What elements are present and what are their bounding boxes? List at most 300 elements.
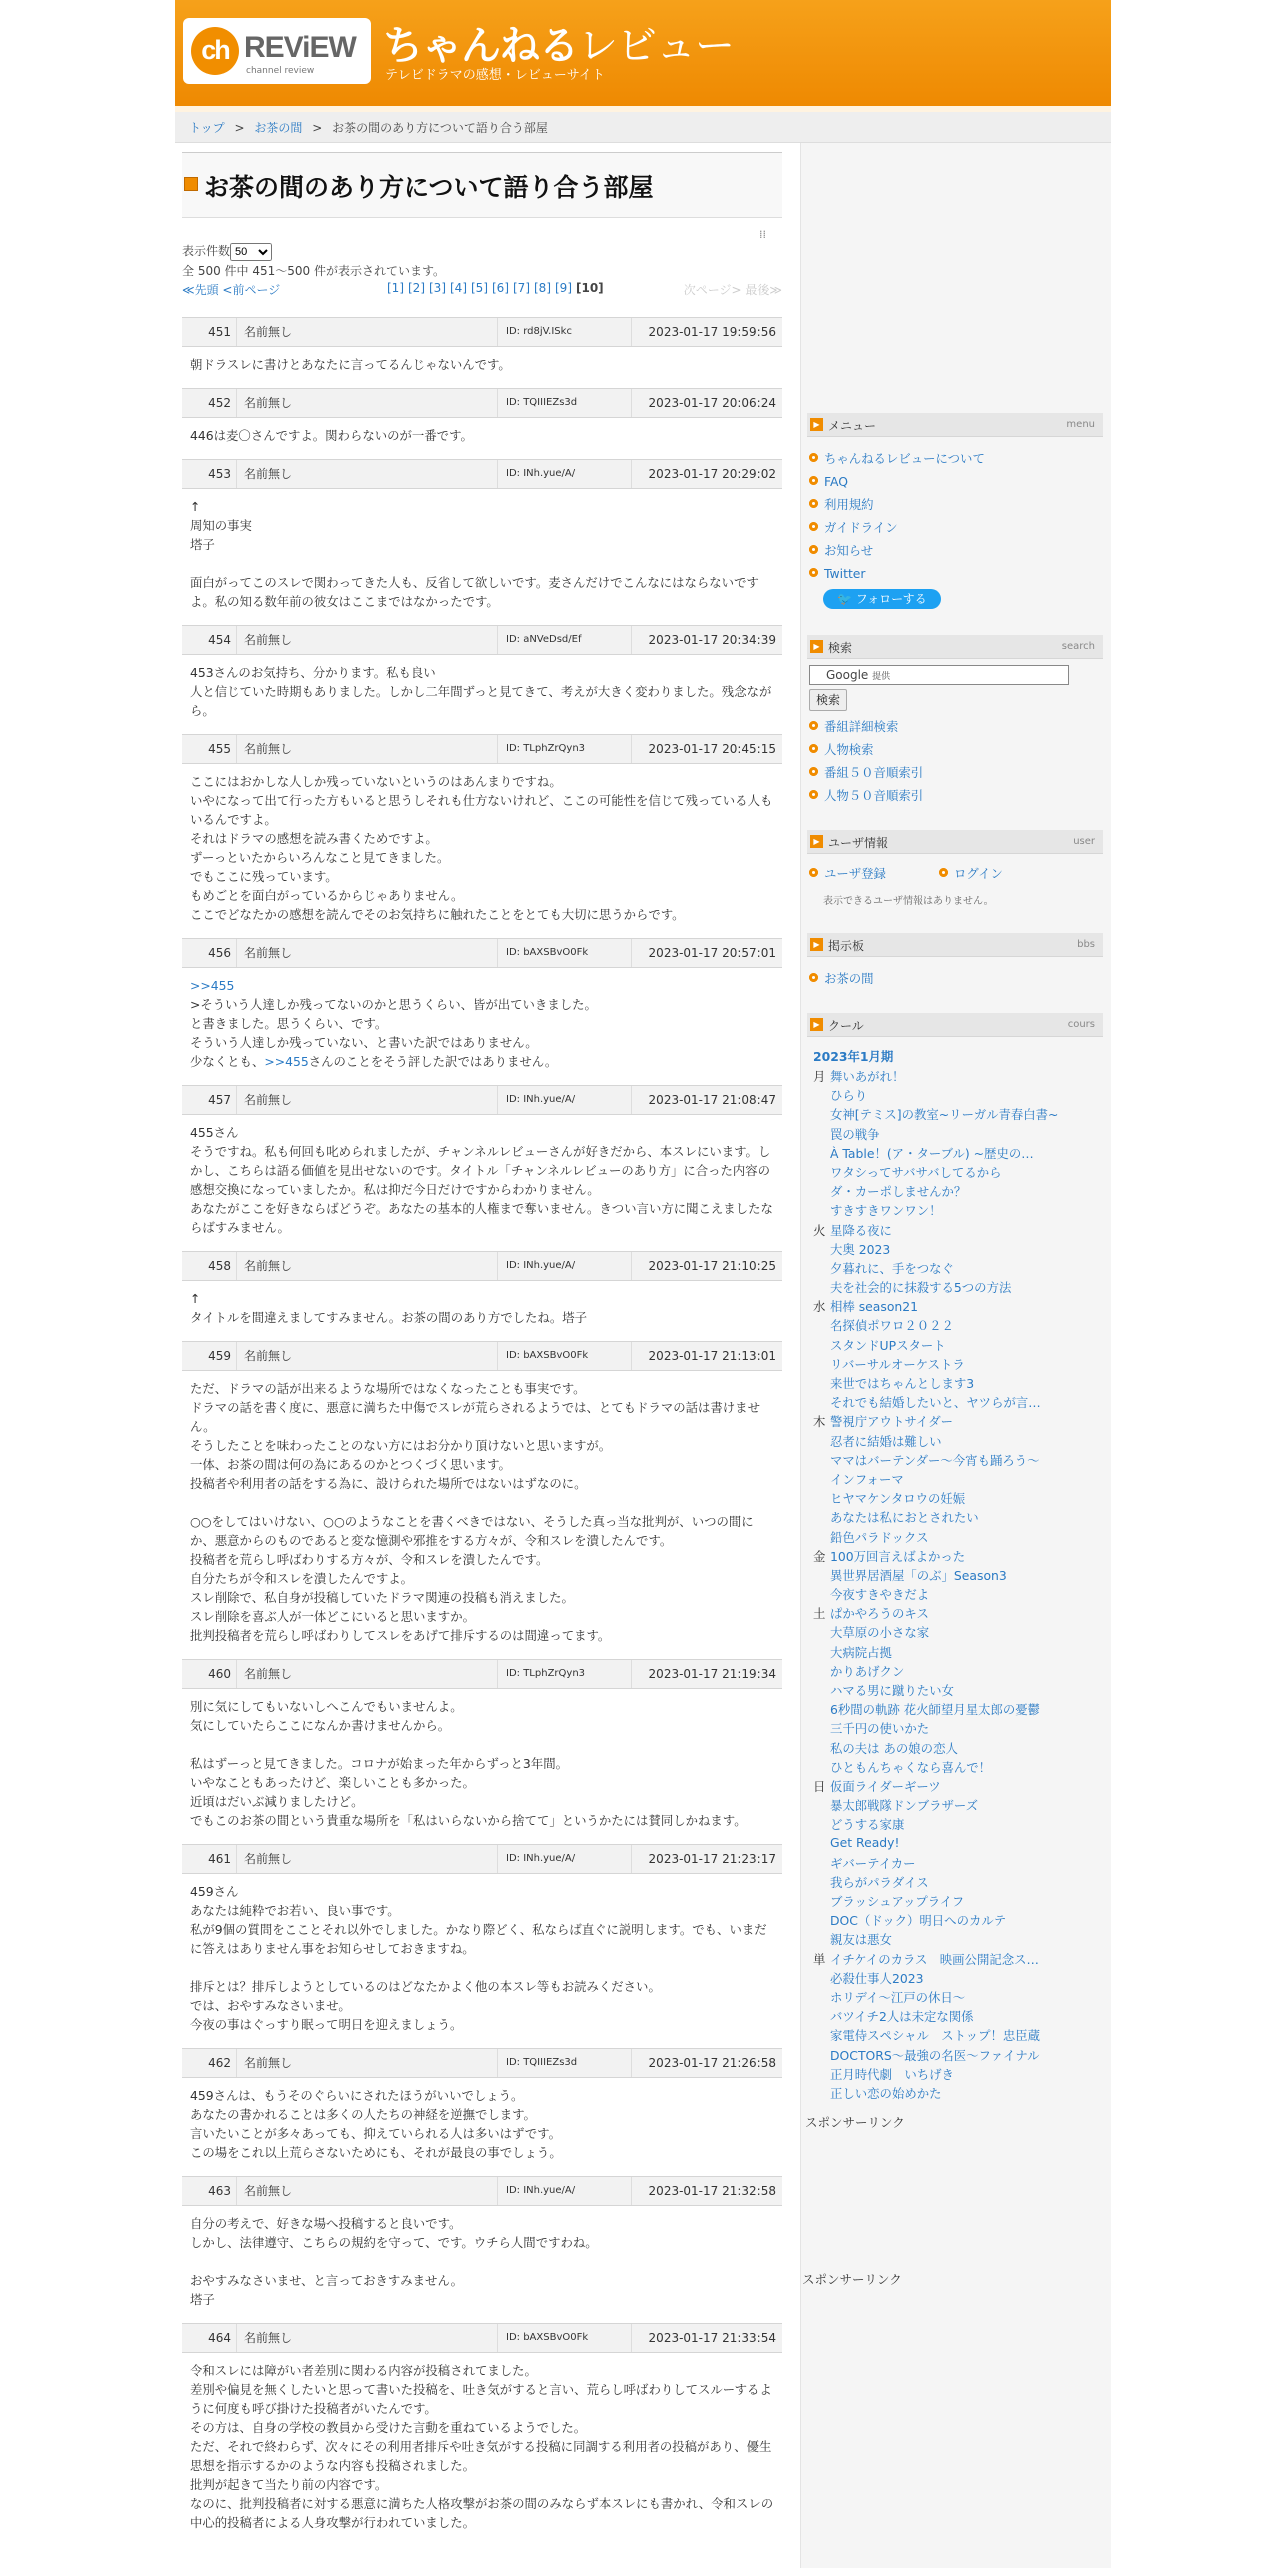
- cours-row: [807, 1585, 1103, 1604]
- pagination: [182, 281, 782, 298]
- cours-row: [807, 2065, 1103, 2084]
- cours-row: [807, 1489, 1103, 1508]
- sponsor-label: スポンサーリンク: [805, 2115, 905, 2130]
- post-date: 2023-01-17 20:45:15: [648, 742, 776, 756]
- cours-row: [807, 1316, 1103, 1335]
- search-arrow-icon: ▶: [810, 640, 823, 653]
- cours-arrow-icon: ▶: [810, 1018, 823, 1031]
- cours-row: [807, 1758, 1103, 1777]
- cours-program-link[interactable]: 親友は悪女: [830, 1932, 892, 1948]
- post-body: 455さん そうですね。私も何回も叱められましたが、チャンネルレビューさんが好きだから、本スレにいます。しかし、こちらは語る価値を見出せないのです。タイトル「チャンネルレビューのあり方」に合った内容の感想交換になっていましたか。私は抑だ今日だけですからわかりません。 あなたがここを好きならばどうぞ。あなたの基本的人権まで奪いません。きつい言い方に聞こえましたならばすみません。: [190, 1125, 773, 1235]
- main-content: [182, 152, 782, 2530]
- cours-program-link[interactable]: 今夜すきやきだよ: [830, 1587, 930, 1603]
- pagination-page[interactable]: [1]: [387, 281, 404, 295]
- search-link-label: 番組詳細検索: [824, 719, 899, 734]
- cours-program-link[interactable]: 私の夫は あの娘の恋人: [830, 1740, 958, 1756]
- cours-program-link[interactable]: 我らがパラダイス: [830, 1874, 929, 1890]
- cours-month-link[interactable]: 2023年1月期: [813, 1049, 894, 1064]
- pagination-page[interactable]: [3]: [429, 281, 446, 295]
- menu-link-label: Twitter: [824, 566, 866, 581]
- cours-program-link[interactable]: 必殺仕事人2023: [830, 1970, 924, 1986]
- post-body: 令和スレには障がい者差別に関わる内容が投稿されてました。 差別や偏見を無くしたいと思って書いた投稿を、吐き気がすると言い、荒らし呼ばわりしてスルーするように何度も呼び掛けた投稿者がいたんです。 その方は、自身の学校の教員から受けた言動を重ねているようでした。 ただ、それで終わらず、次々にその利用者排斥や吐き気がする投稿に同調する利用者の投稿があり、優生思想を指示するかのような内容も投稿されました。 批判が起きて当たり前の内容です。 なのに、批判投稿者に対する悪意に満ちた人格攻撃がお茶の間のみならず本スレにも書かれ、令和スレの中心的投稿者による人身攻撃が行われていました。: [190, 2363, 774, 2530]
- bullet-icon: [812, 548, 815, 551]
- display-count-row: [182, 242, 782, 261]
- cours-program-link[interactable]: 忍者に結婚は難しい: [830, 1433, 942, 1449]
- post-date: 2023-01-17 21:32:58: [648, 2184, 776, 2198]
- menu-link[interactable]: [807, 516, 1103, 539]
- post-author: 名前無し: [244, 2331, 293, 2345]
- post-number[interactable]: 464: [182, 2324, 237, 2352]
- cours-row: [807, 1911, 1103, 1930]
- post-author: 名前無し: [244, 2184, 293, 2198]
- pagination-next: 次ページ>: [683, 283, 742, 297]
- cours-row: [807, 1086, 1103, 1105]
- logo-tagline: channel review: [246, 66, 315, 76]
- cours-program-link[interactable]: 夫を社会的に抹殺する5つの方法: [830, 1280, 1012, 1296]
- post-id: ID: INh.yue/A/: [497, 1252, 632, 1280]
- post-id: ID: TLphZrQyn3: [497, 735, 632, 763]
- bbs-title: 掲示板: [828, 939, 865, 953]
- cours-day: 水: [813, 1299, 826, 1315]
- post-id: ID: aNVeDsd/Ef: [497, 626, 632, 654]
- cours-program-link[interactable]: 警視庁アウトサイダー: [830, 1414, 954, 1430]
- cours-row: [807, 1777, 1103, 1796]
- user-register-label: ユーザ登録: [824, 866, 886, 881]
- menu-link-label: ガイドライン: [824, 520, 898, 535]
- cours-row: [807, 1854, 1103, 1873]
- post-body: ↑ タイトルを間違えましてすみません。お茶の間のあり方でしたね。塔子: [190, 1291, 587, 1325]
- cours-day: 木: [813, 1414, 826, 1430]
- post: [182, 2323, 782, 2546]
- post-number[interactable]: 454: [182, 626, 237, 654]
- post-author: 名前無し: [244, 1093, 293, 1107]
- post-id: ID: bAXSBvO0Fk: [497, 2324, 632, 2352]
- cours-row: [807, 1240, 1103, 1259]
- twitter-follow-label: フォローする: [855, 592, 927, 606]
- sidebar-bbs: [807, 933, 1103, 990]
- post-body: 自分の考えで、好きな場へ投稿すると良いです。 しかし、法律遵守、こちらの規約を守って、です。ウチら人間ですわね。 おやすみなさいませ、と言っておきすみません。 塔子: [190, 2216, 598, 2307]
- menu-link[interactable]: [807, 470, 1103, 493]
- breadcrumb-separator: >: [234, 121, 245, 135]
- post-date: 2023-01-17 21:08:47: [648, 1093, 776, 1107]
- cours-row: [807, 1719, 1103, 1738]
- pagination-first[interactable]: ≪先頭: [182, 283, 219, 297]
- page-title: お茶の間のあり方について語り合う部屋: [204, 173, 654, 202]
- menu-list: [807, 447, 1103, 585]
- bbs-arrow-icon: ▶: [810, 938, 823, 951]
- sidebar-cours: [807, 1013, 1103, 2103]
- cours-row: [807, 1739, 1103, 1758]
- cours-program-link[interactable]: 大奥 2023: [830, 1241, 891, 1257]
- quote-link[interactable]: >>455: [264, 1054, 309, 1069]
- post-date: 2023-01-17 19:59:56: [648, 325, 776, 339]
- bullet-icon: [812, 525, 815, 528]
- cours-row: [807, 1432, 1103, 1451]
- post-date: 2023-01-17 21:33:54: [648, 2331, 776, 2345]
- post: [182, 459, 782, 625]
- page-tools-icon[interactable]: ⁞⁞: [759, 228, 766, 241]
- cours-row: [807, 1796, 1103, 1815]
- post-author: 名前無し: [244, 396, 293, 410]
- cours-program-link[interactable]: 名探偵ポワロ２０２２: [830, 1318, 954, 1334]
- breadcrumb-board[interactable]: お茶の間: [254, 121, 303, 135]
- user-login-link[interactable]: [937, 862, 1003, 885]
- post: [182, 388, 782, 459]
- post-id: ID: INh.yue/A/: [497, 2177, 632, 2205]
- post-number[interactable]: 456: [182, 939, 237, 967]
- search-header: [807, 635, 1103, 659]
- search-link[interactable]: [807, 784, 1103, 807]
- post-header: [182, 1659, 782, 1689]
- pagination-next-last: [684, 281, 782, 298]
- cours-row: [807, 1566, 1103, 1585]
- post-header: [182, 1341, 782, 1371]
- post-date: 2023-01-17 21:10:25: [648, 1259, 776, 1273]
- cours-program-link[interactable]: 大草原の小さな家: [830, 1625, 930, 1641]
- cours-row: [807, 1259, 1103, 1278]
- cours-row: [807, 1930, 1103, 1949]
- post-number[interactable]: 453: [182, 460, 237, 488]
- post-id: ID: bAXSBvO0Fk: [497, 939, 632, 967]
- display-count-select[interactable]: [230, 243, 272, 261]
- post: [182, 1659, 782, 1844]
- cours-program-link[interactable]: 来世ではちゃんとします3: [830, 1376, 975, 1391]
- cours-program-link[interactable]: 正月時代劇 いちげき: [830, 2066, 954, 2082]
- menu-arrow-icon: ▶: [810, 418, 823, 431]
- cours-day: 金: [813, 1548, 826, 1564]
- thread-header: [182, 152, 782, 218]
- cours-day: 火: [813, 1222, 826, 1238]
- cours-program-link[interactable]: À Table！(ア・ターブル) ~歴史の…: [830, 1145, 1034, 1161]
- cours-program-link[interactable]: 罠の戦争: [830, 1126, 880, 1142]
- sidebar: [800, 143, 1111, 2568]
- post: [182, 2048, 782, 2176]
- google-powered: 提供: [872, 672, 891, 682]
- cours-program-link[interactable]: 100万回言えばよかった: [830, 1548, 966, 1564]
- cours-day: 月: [813, 1069, 826, 1084]
- twitter-follow-button[interactable]: 🐦 フォローする: [823, 589, 941, 609]
- pagination-page[interactable]: [8]: [534, 281, 551, 295]
- cours-program-link[interactable]: 鉛色パラドックス: [830, 1529, 929, 1545]
- bullet-icon: [812, 479, 815, 482]
- cours-program-link[interactable]: 舞いあがれ！: [830, 1069, 905, 1084]
- cours-program-link[interactable]: 正しい恋の始めかた: [830, 2085, 942, 2101]
- cours-program-link[interactable]: ブラッシュアップライフ: [830, 1894, 965, 1910]
- bullet-icon: [812, 976, 815, 979]
- post-date: 2023-01-17 20:29:02: [648, 467, 776, 481]
- bullet-icon: [812, 747, 815, 750]
- post-author: 名前無し: [244, 946, 293, 960]
- post: [182, 734, 782, 938]
- cours-row: [807, 1067, 1103, 1086]
- cours-row: [807, 1163, 1103, 1182]
- post: [182, 2176, 782, 2323]
- pagination-page[interactable]: [6]: [492, 281, 509, 295]
- cours-header: [807, 1013, 1103, 1037]
- cours-row: [807, 1412, 1103, 1431]
- site-title-part2: レビュー: [578, 23, 734, 69]
- post-header: [182, 1085, 782, 1115]
- cours-row: [807, 1988, 1103, 2007]
- cours-program-link[interactable]: ぱかやろうのキス: [830, 1606, 929, 1622]
- cours-row: [807, 1182, 1103, 1201]
- cours-program-link[interactable]: バツイチ2人は未定な関係: [830, 2009, 974, 2025]
- post-body: ↑ 周知の事実 塔子 面白がってこのスレで関わってきた人も、反省して欲しいです。麦さんだけでこんなにはならないですよ。私の知る数年前の彼女はここまではなかったです。: [190, 499, 759, 609]
- cours-program-link[interactable]: イチケイのカラス 映画公開記念ス…: [830, 1951, 1039, 1967]
- sponsor-label: スポンサーリンク: [802, 2272, 902, 2287]
- site-header: [175, 0, 1111, 112]
- post-header: [182, 317, 782, 347]
- sidebar-user: [807, 830, 1103, 907]
- cours-row: [807, 1297, 1103, 1316]
- bullet-icon: [812, 724, 815, 727]
- post-date: 2023-01-17 21:26:58: [648, 2056, 776, 2070]
- post-number[interactable]: 459: [182, 1342, 237, 1370]
- cours-program-link[interactable]: ワタシってサバサバしてるから: [830, 1164, 1002, 1180]
- cours-row: [807, 1508, 1103, 1527]
- post-list: [182, 317, 782, 2546]
- post-id: ID: TLphZrQyn3: [497, 1660, 632, 1688]
- cours-program-link[interactable]: 星降る夜に: [830, 1222, 892, 1238]
- post: [182, 938, 782, 1085]
- cours-row: [807, 1835, 1103, 1854]
- breadcrumb-separator: >: [312, 121, 323, 135]
- post-body: 朝ドラスレに書けとあなたに言ってるんじゃないんです。: [190, 357, 511, 372]
- post-id: ID: INh.yue/A/: [497, 1086, 632, 1114]
- bbs-link[interactable]: [807, 967, 1103, 990]
- post-id: ID: TQIIIEZs3d: [497, 389, 632, 417]
- post-number[interactable]: 455: [182, 735, 237, 763]
- cours-program-link[interactable]: 6秒間の軌跡 花火師望月星太郎の憂鬱: [830, 1702, 1041, 1718]
- post-date: 2023-01-17 20:06:24: [648, 396, 776, 410]
- menu-link-label: お知らせ: [824, 543, 874, 558]
- cours-program-link[interactable]: かりあげクン: [830, 1663, 905, 1679]
- post-body: 459さんは、もうそのぐらいにされたほうがいいでしょう。 あなたの書かれることは多くの人たちの神経を逆撫でします。 言いたいことが多々あっても、抑えていられる人は多いはずです。 この場をこれ以上荒らさないためにも、それが最良の事でしょう。: [190, 2088, 562, 2160]
- cours-program-link[interactable]: 家電侍スペシャル ストップ！忠臣蔵: [830, 2028, 1041, 2044]
- post-header: [182, 734, 782, 764]
- bbs-en: bbs: [1077, 939, 1095, 950]
- cours-program-link[interactable]: ヒヤマケンタロウの妊娠: [830, 1491, 966, 1507]
- cours-row: [807, 1623, 1103, 1642]
- cours-program-link[interactable]: 夕暮れに、手をつなぐ: [830, 1260, 954, 1276]
- cours-program-link[interactable]: ダ・カーポしませんか？: [830, 1184, 967, 1200]
- cours-row: [807, 1873, 1103, 1892]
- post-number[interactable]: 461: [182, 1845, 237, 1873]
- search-link-label: 人物検索: [824, 742, 874, 757]
- cours-row: [807, 1221, 1103, 1240]
- search-en: search: [1061, 641, 1095, 652]
- google-search-input[interactable]: [809, 665, 1069, 685]
- post-id: ID: INh.yue/A/: [497, 460, 632, 488]
- search-link[interactable]: [807, 715, 1103, 738]
- post-number[interactable]: 462: [182, 2049, 237, 2077]
- cours-row: [807, 1969, 1103, 1988]
- post-number[interactable]: 452: [182, 389, 237, 417]
- breadcrumb-top[interactable]: トップ: [189, 121, 225, 135]
- menu-link-label: 利用規約: [824, 497, 874, 512]
- post-body: >>455 >そういう人達しか残ってないのかと思うくらい、皆が出ていきました。 と書きました。思うくらい、です。 そういう人達しか残っていない、と書いた訳ではありません。 少なくとも、>>455さんのことをそう評した訳ではありません。: [190, 978, 597, 1069]
- cours-program-link[interactable]: ひともんちゃくなら喜んで！: [830, 1759, 992, 1775]
- pagination-prev[interactable]: <前ページ: [222, 283, 281, 297]
- logo-mark: ch: [191, 27, 239, 75]
- post-header: [182, 625, 782, 655]
- site-title[interactable]: [383, 14, 734, 71]
- post-author: 名前無し: [244, 742, 293, 756]
- cours-row: [807, 1393, 1103, 1412]
- post-header: [182, 388, 782, 418]
- cours-program-link[interactable]: DOCTORS～最強の名医～ファイナル: [830, 2047, 1040, 2063]
- post-id: ID: rd8jV.ISkc: [497, 318, 632, 346]
- cours-program-link[interactable]: インフォーマ: [830, 1471, 904, 1487]
- cours-program-link[interactable]: リバーサルオーケストラ: [830, 1356, 965, 1372]
- cours-program-link[interactable]: 三千円の使いかた: [830, 1721, 930, 1737]
- post: [182, 1341, 782, 1659]
- cours-program-link[interactable]: スタンドUPスタート: [830, 1337, 946, 1353]
- post-header: [182, 938, 782, 968]
- search-link[interactable]: [807, 761, 1103, 784]
- cours-program-link[interactable]: それでも結婚したいと、ヤツらが言…: [830, 1395, 1041, 1411]
- cours-row: [807, 1125, 1103, 1144]
- pagination-page[interactable]: [4]: [450, 281, 467, 295]
- cours-row: [807, 1950, 1103, 1969]
- post-body: ここにはおかしな人しか残っていないというのはあんまりですね。 いやになって出て行った方もいると思うしそれも仕方ないけれど、ここの可能性を信じて残っている人もいるんですよ。 それはドラマの感想を読み書くためですよ。 ずーっといたからいろんなこと見てきました。 でもここに残っています。 もめごとを面白がっているからじゃありません。 ここでどなたかの感想を読んでそのお気持ちに触れたことをとても大切に思うからです。: [190, 774, 773, 922]
- cours-program-link[interactable]: 大病院占拠: [830, 1644, 892, 1660]
- cours-program-link[interactable]: どうする家康: [830, 1817, 905, 1833]
- cours-row: [807, 1700, 1103, 1719]
- cours-row: [807, 2026, 1103, 2045]
- pagination-page[interactable]: [5]: [471, 281, 488, 295]
- cours-program-link[interactable]: Get Ready!: [830, 1834, 900, 1850]
- pagination-last: 最後≫: [745, 283, 782, 297]
- menu-en: menu: [1066, 419, 1095, 430]
- cours-day: 日: [813, 1778, 826, 1794]
- cours-program-link[interactable]: ホリデイ～江戸の休日～: [830, 1990, 966, 2005]
- cours-title: クール: [828, 1019, 864, 1033]
- display-count-label: 表示件数: [182, 244, 231, 258]
- user-login-label: ログイン: [954, 866, 1003, 881]
- cours-row: [807, 1278, 1103, 1297]
- search-link[interactable]: [807, 738, 1103, 761]
- post-number[interactable]: 451: [182, 318, 237, 346]
- post-body: 446は麦〇さんですよ。関わらないのが一番です。: [190, 428, 473, 443]
- sidebar-search: [807, 635, 1103, 807]
- pagination-page[interactable]: [7]: [513, 281, 530, 295]
- bbs-list: [807, 967, 1103, 990]
- pagination-page[interactable]: [9]: [555, 281, 572, 295]
- post-number[interactable]: 463: [182, 2177, 237, 2205]
- result-summary: 全 500 件中 451～500 件が表示されています。: [182, 264, 446, 278]
- post: [182, 1085, 782, 1251]
- post-date: 2023-01-17 21:13:01: [648, 1349, 776, 1363]
- cours-program-link[interactable]: 仮面ライダーギーツ: [830, 1778, 941, 1794]
- search-title: 検索: [828, 641, 853, 655]
- cours-row: [807, 2007, 1103, 2026]
- user-header: [807, 830, 1103, 854]
- title-marker-icon: [184, 177, 198, 191]
- menu-link[interactable]: [807, 562, 1103, 585]
- menu-title: メニュー: [828, 419, 877, 433]
- post-date: 2023-01-17 20:34:39: [648, 633, 776, 647]
- cours-row: [807, 1374, 1103, 1393]
- site-logo[interactable]: [183, 18, 371, 84]
- post-author: 名前無し: [244, 467, 293, 481]
- bbs-link-label: お茶の間: [824, 971, 874, 986]
- post-header: [182, 1844, 782, 1874]
- search-button[interactable]: 検索: [809, 689, 847, 711]
- post-body: 459さん あなたは純粋でお若い、良い事です。 私が9個の質問をこことそれ以外でしました。かなり際どく、私ならば直ぐに説明します。でも、いまだに答えはありません事をお知らせしておきますね。 排斥とは？排斥しようとしているのはどなたかよく他の本スレ等もお読みください。 では、おやすみなさいませ。 今夜の事はぐっすり眠って明日を迎えましょう。: [190, 1884, 767, 2032]
- bullet-icon: [812, 793, 815, 796]
- bullet-icon: [812, 502, 815, 505]
- menu-link[interactable]: [807, 539, 1103, 562]
- post-number[interactable]: 460: [182, 1660, 237, 1688]
- post: [182, 1251, 782, 1341]
- post-body: ただ、ドラマの話が出来るような場所ではなくなったことも事実です。 ドラマの話を書く度に、悪意に満ちた中傷でスレが荒らされるようでは、とてもドラマの話は書けません。 そうしたことを味わったことのない方にはお分かり頂けないと思いますが。 一体、お茶の間は何の為にあるのかとつくづく思います。 投稿者や利用者の話をする為に、設けられた場所ではないはずなのに。 ○○をしてはいけない、○○のようなことを書くべきではない、そうした真っ当な批判が、いつの間にか、悪意からのものであると変な憶測や邪推をする方々が、令和スレを潰したんです。 投稿者を荒らし呼ばわりする方々が、令和スレを潰したんです。 自分たちが令和スレを潰したんですよ。 スレ削除で、私自身が投稿していたドラマ関連の投稿も消えました。 スレ削除を喜ぶ人が一体どこにいると思いますか。 批判投稿者を荒らし呼ばわりしてスレをあげて排斥するのは間違ってます。: [190, 1381, 760, 1643]
- cours-program-link[interactable]: ギバーテイカー: [830, 1855, 916, 1871]
- google-label: Google: [826, 668, 869, 682]
- cours-program-link[interactable]: すきすきワンワン！: [830, 1203, 942, 1219]
- post-author: 名前無し: [244, 2056, 293, 2070]
- pagination-pages: [387, 281, 608, 295]
- cours-row: [807, 1336, 1103, 1355]
- menu-link[interactable]: [807, 493, 1103, 516]
- post-number[interactable]: 457: [182, 1086, 237, 1114]
- cours-row: [807, 2046, 1103, 2065]
- cours-program-link[interactable]: 女神[テミス]の教室~リーガル青春白書~: [830, 1107, 1059, 1123]
- menu-link[interactable]: [807, 447, 1103, 470]
- cours-program-link[interactable]: ママはバーテンダー～今宵も踊ろう～: [830, 1452, 1040, 1468]
- cours-row: [807, 1681, 1103, 1700]
- cours-program-link[interactable]: DOC（ドック）明日へのカルテ: [830, 1913, 1007, 1929]
- cours-row: [807, 1528, 1103, 1547]
- cours-en: cours: [1067, 1019, 1095, 1030]
- cours-program-link[interactable]: 相棒 season21: [830, 1299, 919, 1315]
- post-header: [182, 1251, 782, 1281]
- search-link-label: 人物５０音順索引: [824, 788, 924, 803]
- post-number[interactable]: 458: [182, 1252, 237, 1280]
- post-id: ID: TQIIIEZs3d: [497, 2049, 632, 2077]
- cours-row: [807, 1355, 1103, 1374]
- cours-program-link[interactable]: ハマる男に蹴りたい女: [830, 1683, 954, 1698]
- post-header: [182, 459, 782, 489]
- post-body: 453さんのお気持ち、分かります。私も良い 人と信じていた時期もありました。しかし二年間ずっと見てきて、考えが大きく変わりました。残念ながら。: [190, 665, 772, 718]
- user-register-link[interactable]: [807, 862, 886, 885]
- pagination-current: [10]: [576, 281, 604, 295]
- search-link-list: [807, 715, 1103, 807]
- user-title: ユーザ情報: [828, 836, 889, 850]
- post: [182, 1844, 782, 2048]
- post-date: 2023-01-17 21:23:17: [648, 1852, 776, 1866]
- pagination-page[interactable]: [2]: [408, 281, 425, 295]
- post-author: 名前無し: [244, 1852, 293, 1866]
- cours-program-link[interactable]: 暴太郎戦隊ドンブラザーズ: [830, 1798, 979, 1814]
- cours-program-link[interactable]: あなたは私におとされたい: [830, 1510, 979, 1526]
- breadcrumb: [175, 112, 1111, 143]
- cours-row: [807, 1604, 1103, 1623]
- post-header: [182, 2323, 782, 2353]
- cours-program-link[interactable]: ひらり: [830, 1088, 868, 1104]
- cours-row: [807, 1470, 1103, 1489]
- post-body: 別に気にしてもいないしへこんでもいませんよ。 気にしていたらここになんか書けませんから。 私はずーっと見てきました。コロナが始まった年からずっと3年間。 いやなこともあったけど、楽しいことも多かった。 近頃はだいぶ減りましたけど。 でもこのお茶の間という貴重な場所を「私はいらないから捨てて」というかたには賛同しかねます。: [190, 1699, 747, 1828]
- page-wrapper: [175, 0, 1111, 2568]
- cours-program-link[interactable]: 異世界居酒屋「のぶ」Season3: [830, 1567, 1007, 1583]
- quote-link[interactable]: >>455: [190, 978, 235, 993]
- sidebar-menu: [807, 413, 1103, 609]
- post-author: 名前無し: [244, 1259, 293, 1273]
- post-author: 名前無し: [244, 633, 293, 647]
- user-en: user: [1073, 836, 1095, 847]
- menu-link-label: ちゃんねるレビューについて: [824, 451, 985, 466]
- cours-row: [807, 1892, 1103, 1911]
